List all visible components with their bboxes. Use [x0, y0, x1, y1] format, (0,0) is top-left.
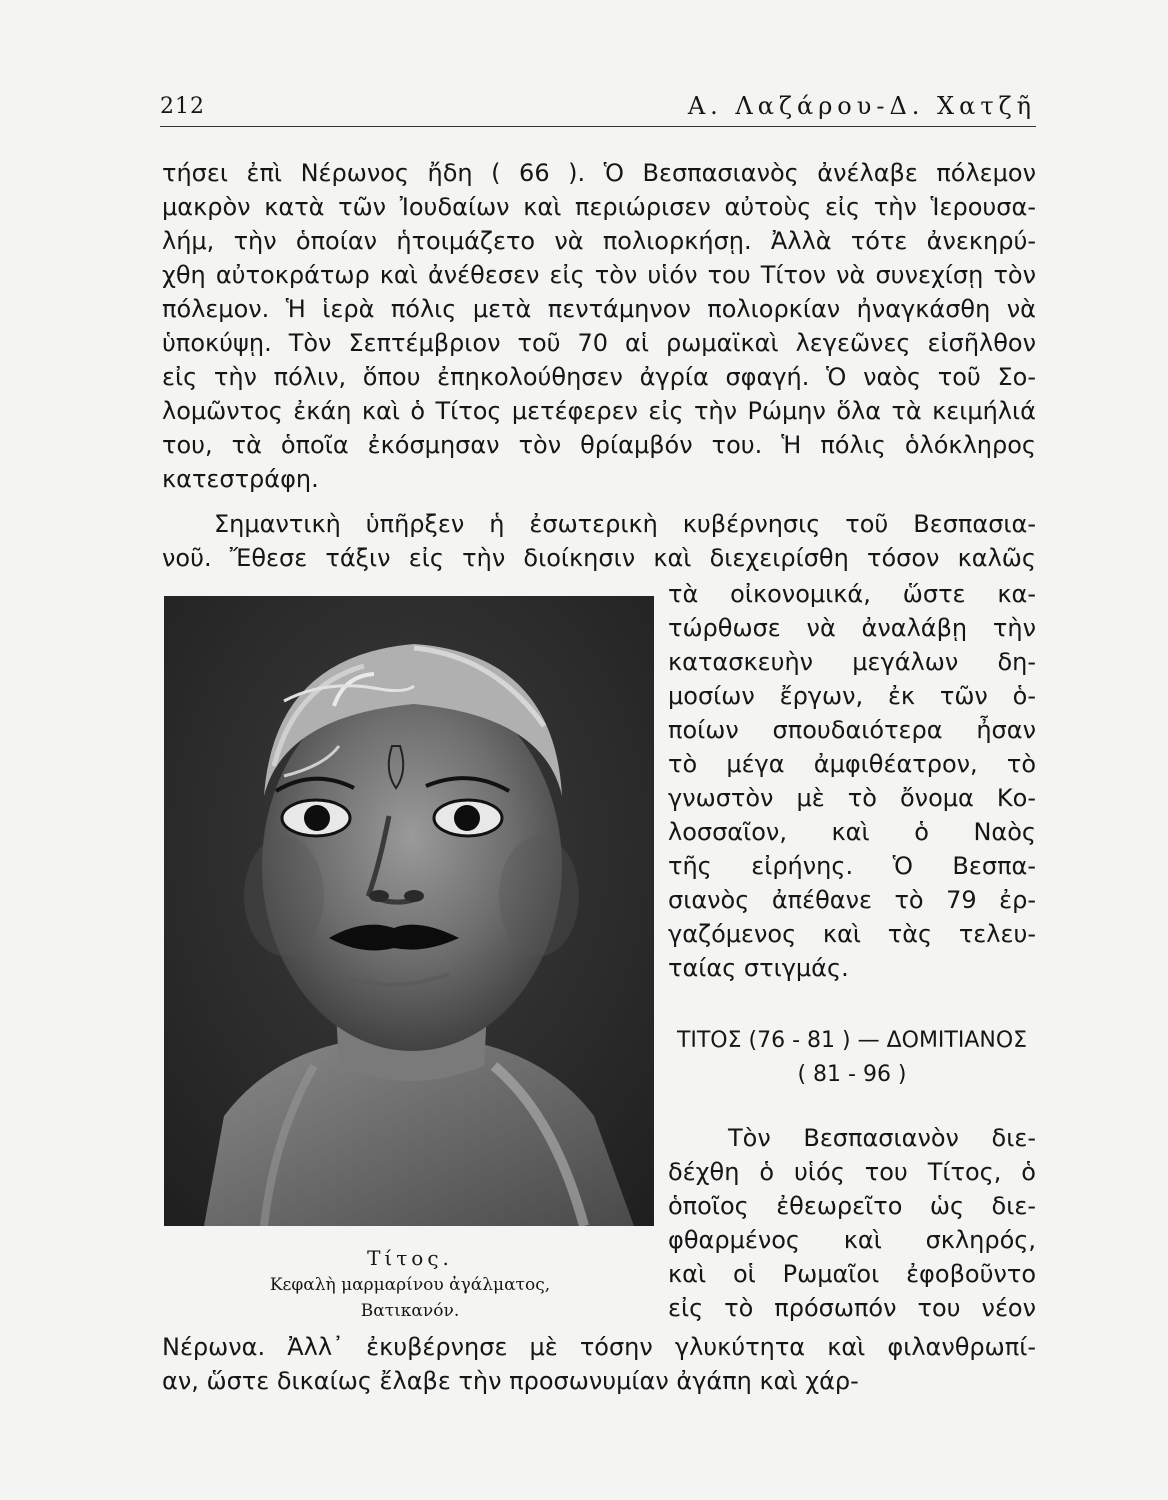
text-line: τὰ οἰκονομικά, ὥστε κα-: [668, 580, 1036, 608]
text-line: ποίων σπουδαιότερα ἦσαν: [668, 716, 1036, 744]
text-line: Τὸν Βεσπασιανὸν διε-: [728, 1124, 1036, 1152]
text-line: Νέρωνα. Ἀλλ᾽ ἐκυβέρνησε μὲ τόσην γλυκύτητα καὶ φιλανθρωπί-: [162, 1333, 1036, 1361]
caption-description: Κεφαλὴ μαρμαρίνου ἀγάλματος,: [269, 1275, 551, 1295]
text-line: κατεστράφη.: [162, 465, 319, 493]
text-line: Σημαντικὴ ὑπῆρξεν ἡ ἐσωτερικὴ κυβέρνησις τοῦ Βεσπασια-: [214, 510, 1036, 538]
text-line: σιανὸς ἀπέθανε τὸ 79 ἐρ-: [668, 886, 1036, 914]
paragraph-titus-succession: [668, 1121, 1036, 1325]
text-line: τῆς εἰρήνης. Ὁ Βεσπα-: [668, 852, 1036, 880]
text-line: πόλεμον. Ἡ ἱερὰ πόλις μετὰ πεντάμηνον πολιορκίαν ἠναγκάσθη νὰ: [162, 295, 1036, 323]
text-line: εἰς τὴν πόλιν, ὅπου ἐπηκολούθησεν ἀγρία σφαγή. Ὁ ναὸς τοῦ Σο-: [162, 363, 1036, 391]
text-line: ταίας στιγμάς.: [668, 954, 849, 982]
text-line: ὁποῖος ἐθεωρεῖτο ὡς διε-: [668, 1192, 1036, 1220]
text-line: εἰς τὸ πρόσωπόν του νέον: [668, 1294, 1036, 1322]
paragraph-internal-government: [162, 507, 1036, 575]
text-line: κατασκευὴν μεγάλων δη-: [668, 648, 1036, 676]
text-line: τήσει ἐπὶ Νέρωνος ἤδη ( 66 ). Ὁ Βεσπασιανὸς ἀνέλαβε πόλεμον: [162, 159, 1036, 187]
text-line: μοσίων ἔργων, ἐκ τῶν ὁ-: [668, 682, 1036, 710]
text-line: γαζόμενος καὶ τὰς τελευ-: [668, 920, 1036, 948]
page-number: 212: [160, 94, 205, 119]
text-line: του, τὰ ὁποῖα ἐκόσμησαν τὸν θρίαμβόν του. Ἡ πόλις ὁλόκληρος: [162, 431, 1036, 459]
portrait-illustration: [164, 596, 654, 1226]
text-line: γνωστὸν μὲ τὸ ὄνομα Κο-: [668, 784, 1036, 812]
paragraph-vespasian-war: [162, 156, 1036, 496]
section-heading-dates: ( 81 - 96 ): [797, 1062, 907, 1087]
section-heading-line: ΤΙΤΟΣ (76 - 81 ) — ΔΟΜΙΤΙΑΝΟΣ: [676, 1028, 1028, 1053]
header-rule: [160, 126, 1036, 127]
text-line: καὶ οἱ Ρωμαῖοι ἐφοβοῦντο: [668, 1260, 1036, 1288]
text-line: μακρὸν κατὰ τῶν Ἰουδαίων καὶ περιώρισεν αὐτοὺς εἰς τὴν Ἱερουσα-: [162, 193, 1036, 221]
text-line: δέχθη ὁ υἱός του Τίτος, ὁ: [668, 1158, 1036, 1186]
text-line: λομῶντος ἐκάη καὶ ὁ Τίτος μετέφερεν εἰς τὴν Ρώμην ὅλα τὰ κειμήλιά: [162, 397, 1036, 425]
caption-location: Βατικανόν.: [360, 1301, 460, 1321]
text-line: τὸ μέγα ἀμφιθέατρον, τὸ: [668, 750, 1036, 778]
running-head: Α. Λαζάρου-Δ. Χατζῆ: [687, 92, 1036, 120]
text-line: τώρθωσε νὰ ἀναλάβῃ τὴν: [668, 614, 1036, 642]
text-line: φθαρμένος καὶ σκληρός,: [668, 1226, 1036, 1254]
caption-title: Τίτος.: [367, 1246, 453, 1270]
text-line: λοσσαῖον, καὶ ὁ Ναὸς: [668, 818, 1036, 846]
text-line: νοῦ. Ἔθεσε τάξιν εἰς τὴν διοίκησιν καὶ διεχειρίσθη τόσον καλῶς: [162, 544, 1036, 572]
text-line: αν, ὥστε δικαίως ἔλαβε τὴν προσωνυμίαν ἀγάπη καὶ χάρ-: [162, 1367, 859, 1395]
text-line: χθη αὐτοκράτωρ καὶ ἀνέθεσεν εἰς τὸν υἱόν του Τίτον νὰ συνεχίσῃ τὸν: [162, 261, 1036, 289]
paragraph-public-works: [668, 577, 1036, 985]
section-heading: [668, 1024, 1036, 1092]
titus-portrait-photo: [164, 596, 654, 1226]
figure-caption: [160, 1244, 660, 1324]
paragraph-titus-reign: [162, 1330, 1036, 1398]
page-header: [160, 92, 1036, 128]
text-line: ὑποκύψῃ. Τὸν Σεπτέμβριον τοῦ 70 αἱ ρωμαϊκαὶ λεγεῶνες εἰσῆλθον: [162, 329, 1036, 357]
text-line: λήμ, τὴν ὁποίαν ἡτοιμάζετο νὰ πολιορκήσῃ. Ἀλλὰ τότε ἀνεκηρύ-: [162, 227, 1036, 255]
